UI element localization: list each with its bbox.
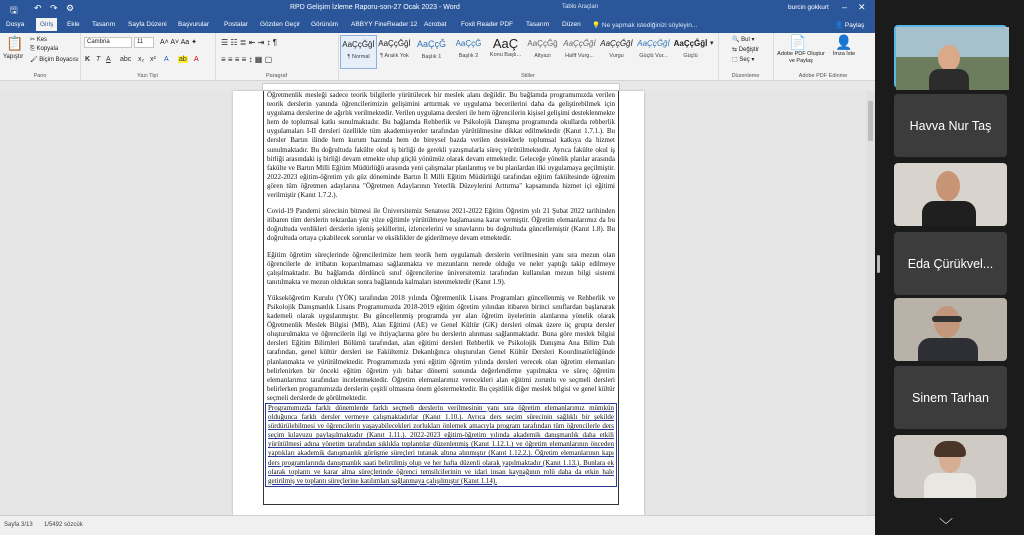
- replace-label: Değiştir: [738, 47, 760, 53]
- ruler-text-area: [262, 83, 620, 91]
- status-bar: [0, 515, 875, 535]
- italic-button[interactable]: T: [96, 56, 101, 63]
- context-tool-label: Tablo Araçları: [562, 4, 599, 10]
- style-subtitle[interactable]: [525, 35, 560, 67]
- style-title[interactable]: [488, 35, 523, 67]
- style-preview: AaÇçĞ: [455, 39, 482, 48]
- share-button[interactable]: 👤 Paylaş: [835, 22, 865, 29]
- participant-body: [918, 338, 978, 361]
- share-label: Paylaş: [844, 22, 865, 29]
- style-name: ¶ Aralık Yok: [380, 53, 409, 59]
- style-preview: AaÇçĞğİ: [637, 39, 670, 48]
- replace-button[interactable]: ⇆ Değiştir: [732, 47, 760, 53]
- tab-references[interactable]: Başvurular: [178, 21, 210, 28]
- customize-icon[interactable]: ⚙: [66, 3, 75, 13]
- document-title: RPD Gelişim İzleme Raporu-son-27 Ocak 2023 - Word: [290, 4, 460, 11]
- style-normal[interactable]: [340, 35, 377, 69]
- adobe-create-button[interactable]: Adobe PDF Oluştur ve Paylaş: [777, 51, 825, 64]
- style-preview: AaÇçĞğİ: [600, 39, 633, 48]
- tab-file[interactable]: Dosya: [6, 21, 25, 28]
- video-tile-participant[interactable]: [894, 435, 1007, 498]
- style-name: ¶ Normal: [347, 54, 370, 60]
- panel-scroll-handle[interactable]: [877, 255, 880, 273]
- sign-request-button[interactable]: İmza İste: [832, 51, 856, 57]
- font-group-label: Yazı Tipi: [137, 73, 158, 79]
- video-tile-participant[interactable]: [894, 298, 1007, 361]
- font-size-select[interactable]: 11: [134, 37, 154, 48]
- style-heading1[interactable]: [414, 35, 449, 67]
- paragraph-group-label: Paragraf: [265, 73, 288, 79]
- minimize-icon[interactable]: –: [842, 2, 848, 12]
- chevron-down-icon[interactable]: ﹀: [939, 517, 953, 533]
- scrollbar-thumb[interactable]: [868, 101, 873, 141]
- format-painter-label: Biçim Boyacısı: [39, 57, 79, 63]
- vertical-scrollbar[interactable]: [866, 91, 875, 515]
- participant-name: Sinem Tarhan: [912, 390, 989, 405]
- style-no-spacing[interactable]: [377, 35, 412, 67]
- title-bar: [0, 0, 875, 17]
- font-group: [80, 33, 216, 80]
- align-icons[interactable]: ≡ ≡ ≡ ≡ ↕ ▦ ▢: [221, 55, 273, 64]
- paragraph[interactable]: Covid-19 Pandemi sürecinin bitmesi ile Üniversitemiz Senatosu 2021-2022 Eğitim Öğretim yılı 21 Şubat 2022 tarihinden itibaren tüm derslerin tekrardan yüz yüze eğitimle yürütülmeye başlamasına karar vermiştir. Öğretim elemanlarımız da bu doğrultuda verdikleri derslerin işleniş şekillerini, izlencelerini ve sınavlarını bu doğrultuda güncellemiştir (Kanıt 1.8). Bu doğrultuda ortaya çıkabilecek sorunlar ve eksiklikler de giderilmeye devam etmektedir.: [267, 207, 615, 243]
- tab-review[interactable]: Gözden Geçir: [260, 21, 301, 28]
- style-preview: AaÇçĞ: [416, 39, 446, 49]
- participant-face: [934, 306, 960, 338]
- paragraph[interactable]: Eğitim öğretim süreçlerinde öğrencilerimize hem teorik hem uygulamalı derslerin verilmesinin yanı sıra mezun olan öğrencilerle de irtibatın koparılmaması sağlanmakta ve mezunların nerede olduğu ve neler yaptığı takip edilmeye çalışılmaktadır. Bu bağlamda dördüncü sınıf öğrencilerine üniversitemiz tarafından kullanılan mezun bilgi sistemi tanıtılmakta ve mezun olduktan sonra bağlantıda kalmaları istenmektedir (Kanıt 1.9).: [267, 250, 615, 286]
- tab-home[interactable]: Giriş: [36, 18, 57, 31]
- tab-design[interactable]: Tasarım: [92, 21, 116, 28]
- style-preview: AaÇ: [492, 36, 519, 51]
- undo-icon[interactable]: ↶: [34, 3, 42, 13]
- style-preview: AaÇçĞğİ: [673, 39, 708, 48]
- tab-acrobat[interactable]: Acrobat: [424, 21, 447, 28]
- paste-icon[interactable]: 📋: [6, 35, 24, 51]
- text-effects-icon[interactable]: A: [164, 56, 169, 63]
- tab-table-design[interactable]: Tasarım: [526, 21, 550, 28]
- tab-view[interactable]: Görünüm: [311, 21, 339, 28]
- find-button[interactable]: 🔍 Bul ▾: [732, 37, 755, 43]
- select-label: Seç: [739, 57, 750, 63]
- participant-tile[interactable]: [894, 94, 1007, 157]
- highlighted-paragraph[interactable]: [265, 403, 617, 487]
- tell-me-search[interactable]: 💡 Ne yapmak istediğinizi söyleyin...: [592, 22, 698, 29]
- document-canvas: [0, 91, 875, 515]
- style-subtle-emphasis[interactable]: [562, 35, 597, 67]
- style-name: Konu Başlı...: [489, 52, 522, 58]
- participant-name: Havva Nur Taş: [909, 118, 992, 133]
- page-indicator[interactable]: Sayfa 3/13: [4, 522, 33, 528]
- style-heading2[interactable]: [451, 35, 486, 67]
- participant-body: [922, 201, 976, 226]
- style-intense-emphasis[interactable]: [636, 35, 671, 67]
- word-count[interactable]: 1/5492 sözcük: [44, 522, 83, 528]
- bullets-icon[interactable]: ☰ ☷ ≣ ⇤ ⇥ ↕ ¶: [221, 38, 278, 47]
- close-icon[interactable]: ✕: [858, 2, 866, 12]
- adobe-pdf-icon[interactable]: 📄: [789, 34, 807, 50]
- participant-body: [924, 473, 976, 498]
- paste-button[interactable]: Yapıştır: [3, 54, 24, 60]
- style-name: Güçlü Vur...: [639, 53, 668, 59]
- tab-foxit[interactable]: Foxit Reader PDF: [461, 21, 514, 28]
- meeting-panel: [877, 0, 1024, 534]
- sign-request-icon[interactable]: 👤: [835, 34, 853, 50]
- clipboard-group: [0, 33, 81, 80]
- participant-name: Eda Çürükvel...: [907, 256, 994, 271]
- tab-layout[interactable]: Sayfa Düzeni: [128, 21, 167, 28]
- style-name: Başlık 2: [458, 53, 479, 59]
- tab-mailings[interactable]: Postalar: [224, 21, 248, 28]
- video-tile-participant[interactable]: [894, 163, 1007, 226]
- styles-group: [338, 33, 719, 80]
- video-tile-self[interactable]: [894, 25, 1007, 88]
- paragraph[interactable]: Yükseköğretim Kurulu (YÖK) tarafından 2018 yılında Öğretmenlik Lisans Programları güncellenmiş ve Rehberlik ve Psikolojik Danışmanlık Lisans Programımızda 2018-2019 eğitim öğretim yılından itibaren birinci sınıflardan başlanarak kademeli olarak uygulanmıştır. Bu güncellenmiş programda yer alan öğretim üyelerinin alanlarına yönelik olarak Öğretmenlik Meslek Bilgisi (MB), Alan Eğitimi (AE) ve Genel Kültür (GK) dersleri olmak üzere üç grupta dersler oluşturulmakta ve öğrencilerin ilgi ve ihtiyaçlarına göre bu derslerin alınması sağlanmaktadır. Buna göre meslek bilgisi dersleri Eğitim Bilimleri Bölümü tarafından, alan eğitimi dersleri Rehberlik ve Psikolojik Danışma Ana Bilim Dalı tarafından, genel kültür dersleri ise Fakültemiz Dekanlığınca oluşturulan Genel Kültür Dersleri Koordinatörlüğünde planlanmakta ve yürütülmektedir. Programımızda yeni eğitim öğretim yılında dersleri verecek olan öğretim elemanları belirlenirken bir önceki eğitim öğretim yılı bahar dönemi sonunda değerlendirme yapılmakta ve süreç öğretim elemanlarımız tarafından incelenmektedir. Öğretim elemanlarımız verecekleri alan eğitimi zorunlu ve seçmeli dersleri belirlerken programımızda derslerin çeşitli olmasına önem göstermektedir. Bu çeşitlilik diğer meslek bilgisi ve genel kültür seçmeli derslerde de görülmektedir.: [267, 293, 615, 402]
- bold-button[interactable]: K: [85, 56, 91, 63]
- participant-tile[interactable]: [894, 232, 1007, 295]
- strikethrough-button[interactable]: abc: [120, 56, 132, 63]
- superscript-button[interactable]: x²: [150, 56, 156, 63]
- editing-group-label: Düzenleme: [731, 73, 760, 79]
- style-preview: AaÇçĞğİ: [378, 39, 411, 48]
- styles-more-icon[interactable]: ▾: [710, 40, 714, 47]
- table-frame: [263, 91, 619, 505]
- paragraph[interactable]: Öğretmenlik mesleği sadece teorik bilgilerle yürütülecek bir meslek alanı değildir. Bu bağlamda programımızda verilen teorik derslerin yanında öğrencilerimizin gelişimini arttırmak ve uygulama becerilerini daha da geliştirebilmek için uygulama derslerine de ağırlık verilmektedir. Verilen uygulama dersleri ile hem öğrencilerin kişisel gelişimi desteklenmekte hem de toplumsal katkı sunulmaktadır. Bu bağlamda Rehberlik ve Psikolojik Danışma programında okullarda rehberlik uygulamaları I-II dersleri özellikle tüm akademisyenler tarafından yürütülmesine dikkat edilmektedir (Kanıt 1.7.1.). Bu dersler Bartın ilinde hem kurum bazında hem de bireysel bazda verilen desteklerle toplumsal katkıya da hizmet sunulmaktadır. Bu doğrultuda fakülte okul iş birliği de gerekli yazışmalarla süreç yürütülmektedir. Ayrıca fakülte okul iş birliği arasındaki iş birliği devam etmekte olup güçlü yönümüz olarak devam etmektedir. Geleceğe yönelik planlar arasında fakülte ve Bartın Milli Eğitim Müdürlüğü arasında yeni çalışmalar planlanmış ve bu planlardan ilki uygulamaya geçilmiştir. 2022-2023 eğitim-öğretim yılı güz döneminde Bartın İl Milli Eğitim Müdürlüğü tarafından eğitim fakültesinde öğrenim gören tüm öğretmen adaylarına "Öğretmen Adaylarının Yeterlik Düzeylerini Arttırma" kapsamında hizmet içi eğitimi verilmiştir (Kanıt 1.7.2.).: [267, 91, 615, 200]
- user-name[interactable]: burcin gokkurt: [788, 4, 829, 11]
- subscript-button[interactable]: x₂: [138, 56, 145, 63]
- style-name: Hafif Vurg...: [565, 53, 594, 59]
- adobe-group-label: Adobe PDF Edinme: [798, 73, 848, 79]
- style-emphasis[interactable]: [599, 35, 634, 67]
- save-icon[interactable]: 🖫: [10, 5, 18, 15]
- tell-me-text: Ne yapmak istediğinizi söyleyin...: [601, 22, 698, 29]
- tab-abbyy[interactable]: ABBYY FineReader 12: [351, 21, 418, 28]
- copy-label: Kopyala: [36, 46, 59, 52]
- participant-tile[interactable]: [894, 366, 1007, 429]
- ribbon-tabs: [0, 17, 875, 33]
- cut-label: Kes: [36, 37, 48, 43]
- style-name: Güçlü: [683, 53, 698, 59]
- highlight-icon[interactable]: ab: [179, 56, 187, 63]
- format-painter-button[interactable]: 🖌 Biçim Boyacısı: [30, 57, 79, 63]
- font-name-select[interactable]: Cambria: [84, 37, 132, 48]
- select-button[interactable]: ⬚ Seç ▾: [732, 57, 755, 63]
- adobe-group: [773, 33, 873, 80]
- style-name: Vurgu: [609, 53, 624, 59]
- style-name: Altyazı: [534, 53, 551, 59]
- highlighted-text: Programımızda farklı dönemlerde farklı seçmeli derslerin verilmesinin yanı sıra öğretim elemanlarımız mümkün olduğunca farklı dersler vermeye çalışmaktadırlar (Kanıt 1.10.). Ayrıca ders seçim sürecinin sağlıklı bir şekilde sürdürülebilmesi ve öğrencilerin yaşayabilecekleri zorlukları önlemek amacıyla program tarafından tüm öğrencilerle ders seçim kılavuzu paylaşılmaktadır (Kanıt 1.11.). 2022-2023 eğitim-öğretim yılında akademik danışmanlık daha etkili yürütülmesi adına yönetim tarafından sıklıkla toplantılar düzenlenmiş (Kanıt 1.12.1.) ve öğretim elemanlarının önceden yaptıkları akademik danışmanlık görüşme süreçleri tutanak altına alınmıştır (Kanıt 1.12.2.). Öğretim elemanlarının kapı ders programlarında danışmanlık saati belirtilmiş olup ve her hafta düzenli olarak yapılmaktadır (Kanıt 1.13.). Bunlara ek olarak toplantı ve karar alma süreçlerinde öğrenci temsilcilerinin ve idari insan kaynağının rolü daha da etkin hale getirilmiş ve toplantı süreçlerine katılımları sağlanmaya çalışılmıştır (Kanıt 1.14).: [268, 404, 614, 485]
- clipboard-group-label: Pano: [33, 73, 47, 79]
- participant-face: [936, 171, 960, 201]
- copy-button[interactable]: ⎘ Kopyala: [30, 46, 59, 52]
- style-strong[interactable]: [673, 35, 708, 67]
- editing-group: [718, 33, 774, 80]
- underline-button[interactable]: A: [106, 56, 111, 63]
- cut-button[interactable]: ✂ Kes: [30, 37, 48, 43]
- style-preview: AaÇçĞğİ: [342, 40, 375, 49]
- find-label: Bul: [741, 37, 750, 43]
- font-color-icon[interactable]: A: [194, 56, 199, 63]
- participant-hair: [934, 441, 966, 457]
- document-page[interactable]: [233, 91, 644, 531]
- participant-face: [938, 45, 960, 71]
- paragraph-group: [215, 33, 339, 80]
- grow-font-icon[interactable]: A˄ A˅ Aa ✦: [160, 39, 198, 46]
- participant-body: [929, 69, 969, 90]
- style-preview: AaÇçĞğİ: [563, 39, 596, 48]
- tab-table-layout[interactable]: Düzen: [562, 21, 581, 28]
- style-preview: AaÇçĞğ: [527, 39, 558, 48]
- glasses: [932, 316, 962, 322]
- ribbon: [0, 33, 875, 81]
- styles-group-label: Stiller: [521, 73, 535, 79]
- redo-icon[interactable]: ↷: [50, 3, 58, 13]
- style-name: Başlık 1: [421, 54, 442, 60]
- tab-insert[interactable]: Ekle: [67, 21, 80, 28]
